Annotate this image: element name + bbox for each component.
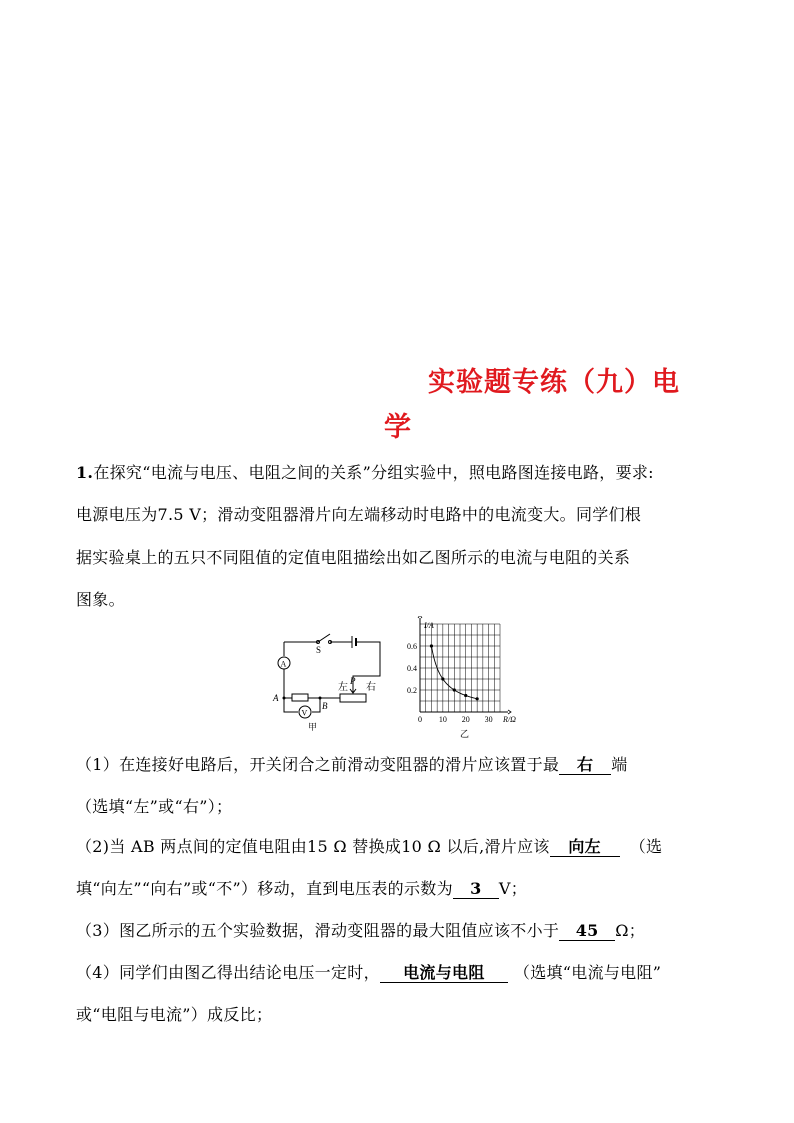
part4-answer: 电流与电阻: [380, 964, 508, 983]
question-intro-line4: 图象。: [76, 590, 125, 609]
node-a: [283, 697, 286, 700]
part4-text-post: （选填“电流与电阻”: [513, 963, 662, 982]
part2-text-2-post: V；: [498, 879, 528, 898]
y-tick-label: 0.4: [407, 664, 417, 673]
wire-left-bottom: [284, 669, 292, 698]
y-tick-label: 0.6: [407, 642, 417, 651]
part1-line2: （选填“左”或“右”）；: [76, 797, 233, 816]
y-tick-label: 0.2: [407, 686, 417, 695]
part3-text: （3）图乙所示的五个实验数据，滑动变阻器的最大阻值应该不小于: [76, 921, 560, 940]
page-title-line2: 学: [384, 412, 411, 443]
voltmeter-wire-right: [312, 698, 320, 712]
intro-text-1: 在探究“电流与电压、电阻之间的关系”分组实验中，照电路图连接电路，要求:: [93, 463, 654, 482]
y-axis-arrow: [418, 616, 422, 618]
question-number: 1.: [76, 463, 94, 482]
circuit-caption: 甲: [308, 722, 318, 732]
part2-line1: [76, 834, 662, 857]
slider-label: P: [350, 676, 356, 686]
point-b-label: B: [322, 701, 328, 711]
switch-blade: [318, 634, 330, 642]
data-point: [476, 697, 479, 700]
voltmeter-wire-left: [284, 698, 298, 712]
part2-text-post: （选: [629, 837, 663, 856]
x-tick-label: 20: [461, 715, 470, 724]
part2-line2: [76, 876, 527, 899]
right-label: 右: [366, 682, 376, 693]
part1-line1: [76, 752, 628, 775]
part3-text-post: Ω；: [615, 921, 646, 940]
point-a-label: A: [273, 693, 279, 703]
part2-text: （2)当 AB 两点间的定值电阻由15 Ω 替换成10 Ω 以后,滑片应该: [76, 837, 550, 856]
part1-answer: 右: [559, 756, 611, 775]
current-resistance-chart: [398, 616, 538, 742]
page-title-line1: 实验题专练（九）电: [428, 367, 680, 398]
x-tick-label: 10: [438, 715, 447, 724]
part4-line1: [76, 960, 661, 983]
question-intro-line2: 电源电压为7.5 V；滑动变阻器滑片向左端移动时电路中的电流变大。同学们根: [76, 505, 642, 524]
part2-answer2: 3: [453, 880, 499, 899]
part4-line2: 或“电阻与电流”）成反比；: [76, 1005, 273, 1024]
circuit-diagram: [268, 628, 398, 733]
part2-answer1: 向左: [550, 838, 620, 857]
question-intro-line3: 据实验桌上的五只不同阻值的定值电阻描绘出如乙图所示的电流与电阻的关系: [76, 548, 631, 567]
chart-ylabel: I/A: [424, 621, 434, 630]
fixed-resistor: [292, 694, 308, 701]
data-point: [430, 644, 433, 647]
x-tick-label: 0: [418, 715, 422, 724]
data-point: [453, 688, 456, 691]
part3-line: [76, 918, 645, 941]
chart-caption: 乙: [460, 729, 470, 739]
chart-xlabel: R/Ω: [503, 715, 516, 724]
question-intro-line1: [76, 460, 654, 483]
rheostat: [340, 694, 366, 702]
node-b: [319, 697, 322, 700]
data-point: [464, 694, 467, 697]
part3-answer: 45: [559, 922, 615, 941]
voltmeter-label: V: [301, 708, 308, 718]
part4-text: （4）同学们由图乙得出结论电压一定时，: [76, 963, 380, 982]
ammeter-label: A: [280, 659, 287, 669]
part2-text-2: 填“向左”“向右”或“不”）移动，直到电压表的示数为: [76, 879, 453, 898]
left-label: 左: [338, 682, 348, 693]
x-tick-label: 30: [484, 715, 493, 724]
wire-right: [356, 642, 380, 676]
switch-label: S: [316, 645, 322, 655]
part1-text-post: 端: [611, 755, 628, 774]
x-axis-arrow: [508, 710, 511, 714]
data-point: [441, 677, 444, 680]
part1-text: （1）在连接好电路后，开关闭合之前滑动变阻器的滑片应该置于最: [76, 755, 560, 774]
